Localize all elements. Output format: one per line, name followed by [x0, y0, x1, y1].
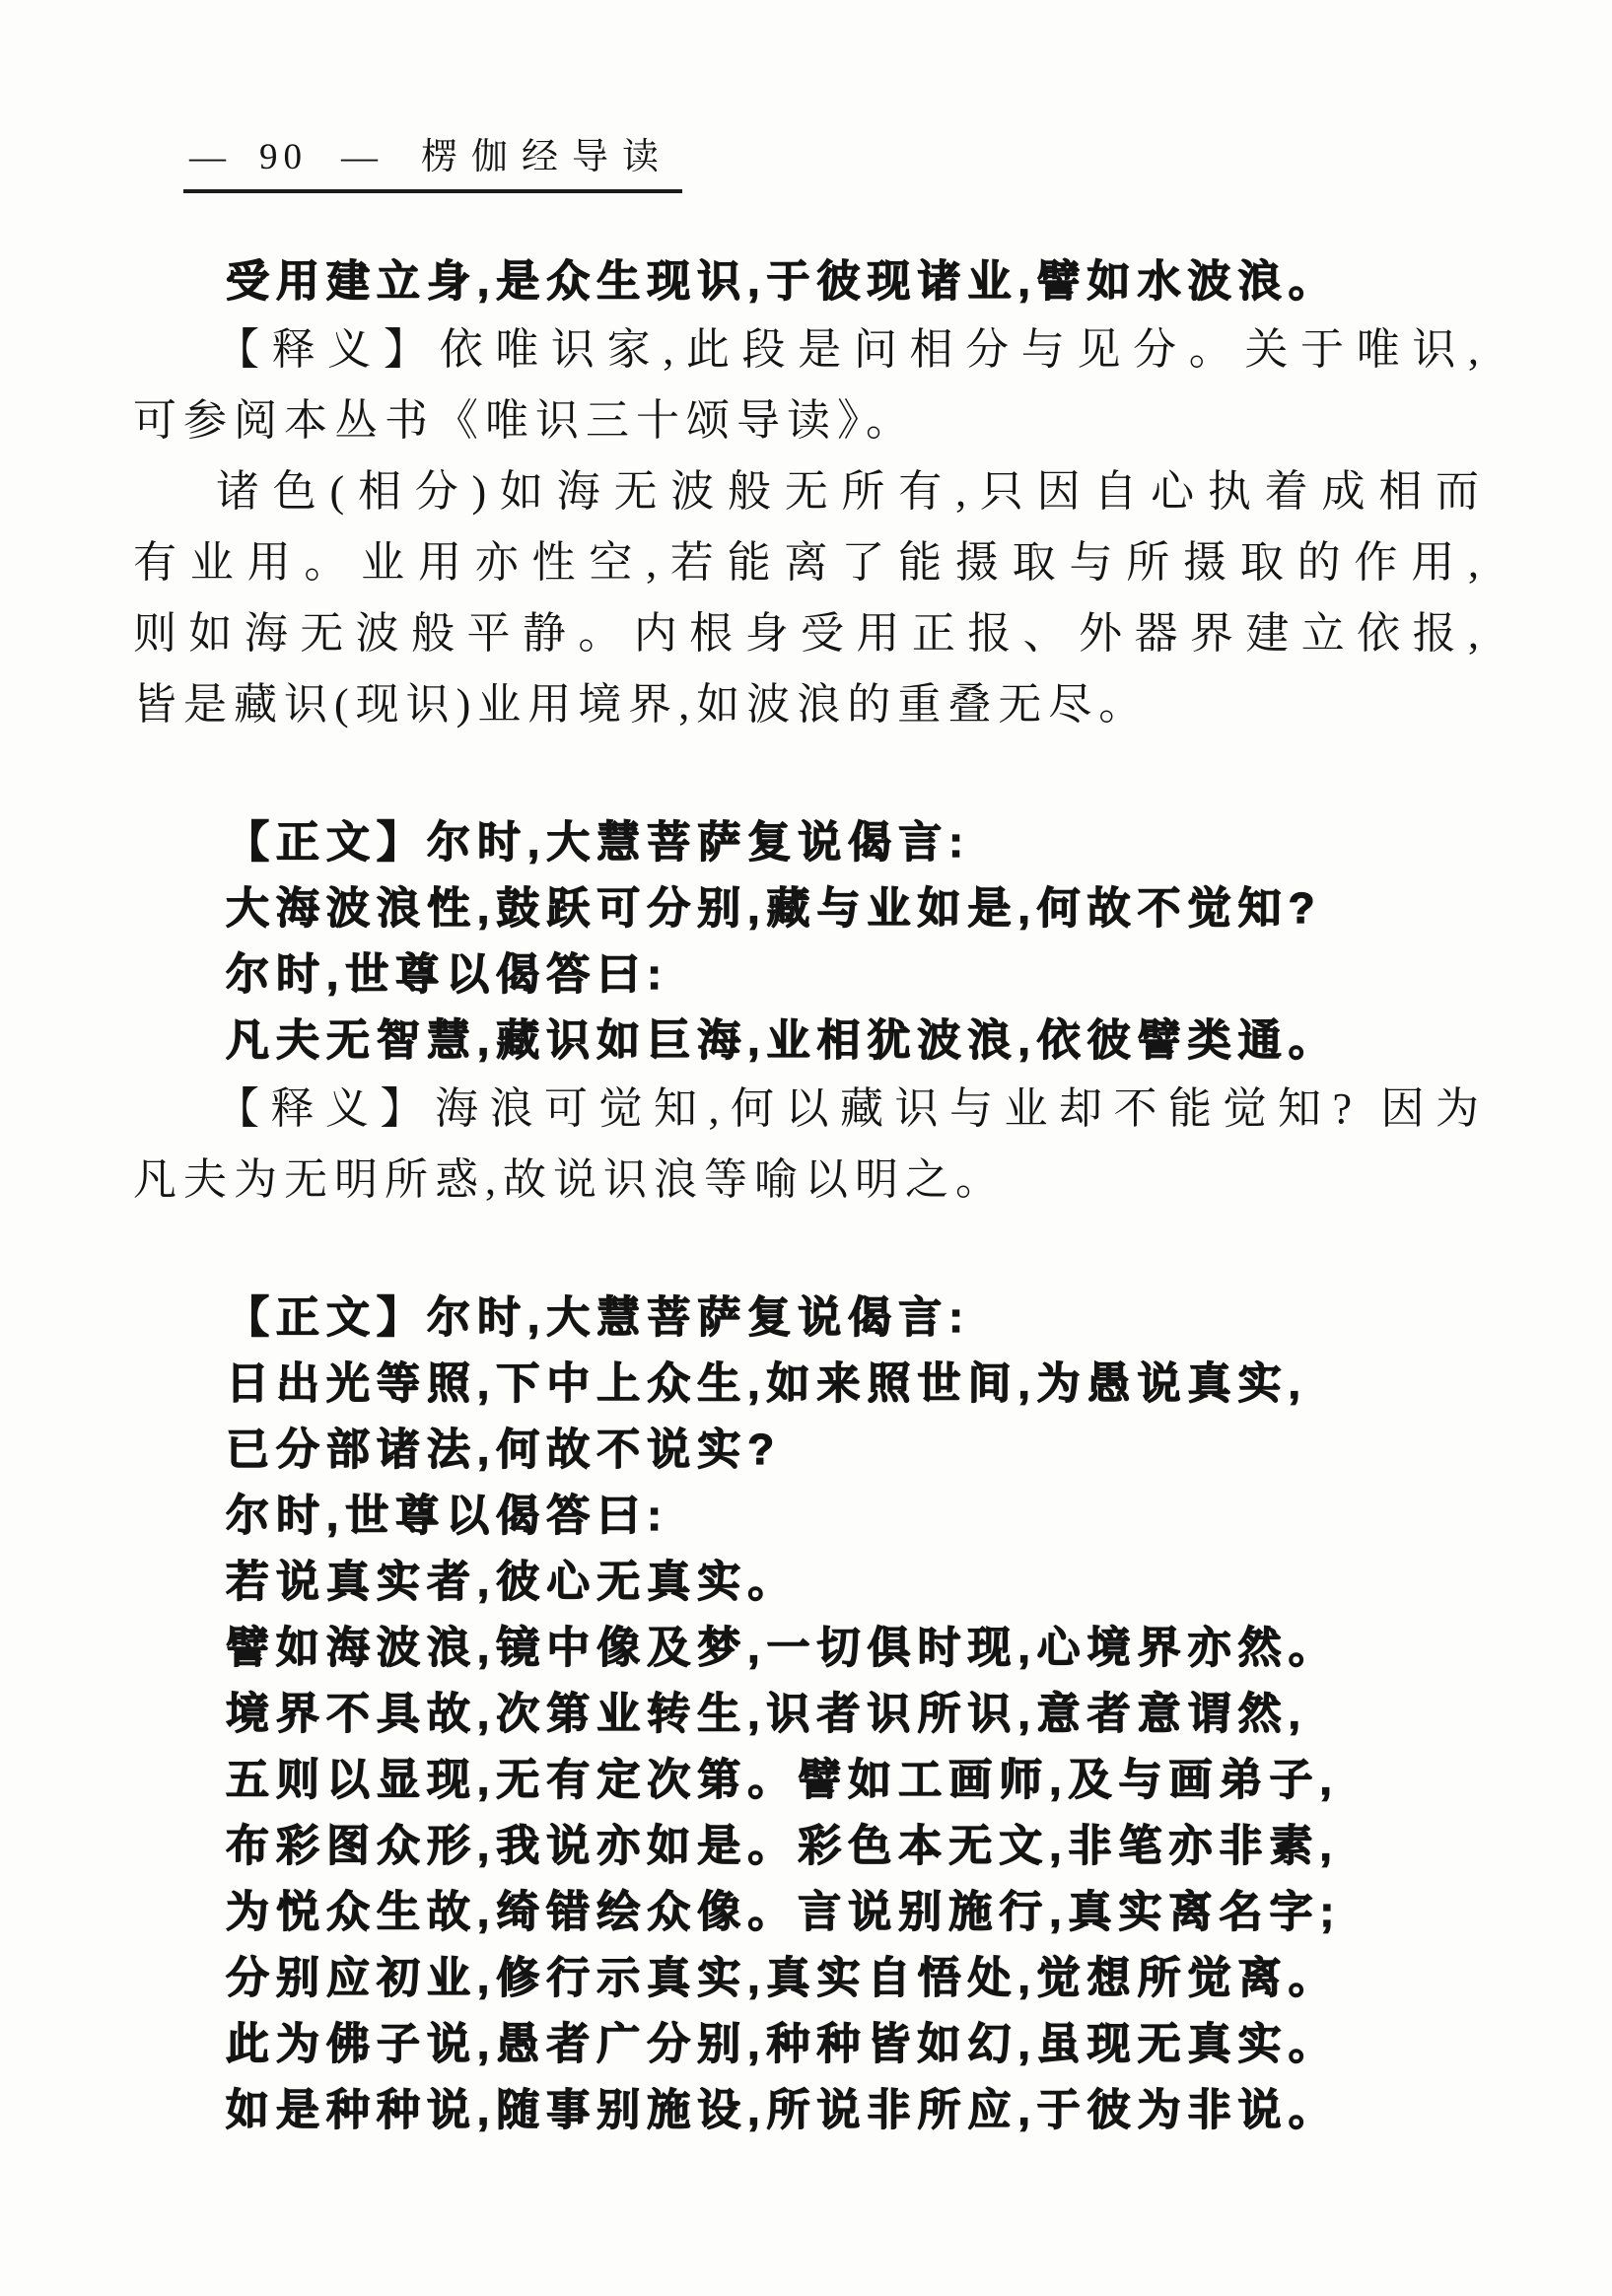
sutra-verse-block: [133, 248, 1486, 314]
sutra-verse-block: [133, 809, 1486, 1074]
verse-line: 此为佛子说,愚者广分别,种种皆如幻,虽现无真实。: [226, 2020, 1339, 2068]
prose-line: 有业用。业用亦性空,若能离了能摄取与所摄取的作用,: [133, 538, 1486, 587]
section-gap: [133, 740, 1486, 809]
prose-line: 则如海无波般平静。内根身受用正报、外器界建立依报,: [133, 609, 1486, 658]
prose-line: 可参阅本丛书《唯识三十颂导读》。: [133, 396, 916, 445]
verse-line: 凡夫无智慧,藏识如巨海,业相犹波浪,依彼譬类通。: [226, 1016, 1339, 1065]
verse-line: 分别应初业,修行示真实,真实自悟处,觉想所觉离。: [226, 1954, 1339, 2002]
verse-line: 日出光等照,下中上众生,如来照世间,为愚说真实,: [226, 1359, 1307, 1408]
prose-line: 【释义】依唯识家,此段是问相分与见分。关于唯识,: [216, 325, 1486, 374]
prose-line: 皆是藏识(现识)业用境界,如波浪的重叠无尽。: [133, 680, 1150, 729]
section-gap: [133, 1216, 1486, 1285]
verse-line: 已分部诸法,何故不说实?: [226, 1426, 782, 1474]
prose-line: 诸色(相分)如海无波般无所有,只因自心执着成相而: [216, 467, 1486, 516]
page-body: [133, 248, 1486, 2143]
verse-line: 境界不具故,次第业转生,识者识所识,意者意谓然,: [226, 1690, 1307, 1738]
verse-line: 为悦众生故,绮错绘众像。言说别施行,真实离名字;: [226, 1888, 1342, 1936]
verse-line: 布彩图众形,我说亦如是。彩色本无文,非笔亦非素,: [226, 1822, 1339, 1870]
page-header: [183, 136, 682, 193]
verse-line: 如是种种说,随事别施设,所说非所应,于彼为非说。: [226, 2086, 1339, 2134]
book-title: 楞伽经导读: [421, 137, 672, 177]
verse-line: 尔时,世尊以偈答曰:: [226, 1492, 668, 1540]
commentary-paragraph: [133, 1074, 1486, 1216]
header-dash-left: —: [189, 137, 226, 177]
verse-line: 【正文】尔时,大慧菩萨复说偈言:: [226, 1293, 970, 1342]
header-dash-right: —: [341, 137, 378, 177]
verse-line: 大海波浪性,鼓跃可分别,藏与业如是,何故不觉知?: [226, 884, 1322, 933]
verse-line: 受用建立身,是众生现识,于彼现诸业,譬如水波浪。: [226, 257, 1339, 306]
verse-line: 五则以显现,无有定次第。譬如工画师,及与画弟子,: [226, 1756, 1339, 1804]
commentary-paragraph: [133, 456, 1486, 740]
prose-line: 【释义】海浪可觉知,何以藏识与业却不能觉知? 因为: [216, 1084, 1486, 1133]
prose-line: 凡夫为无明所惑,故说识浪等喻以明之。: [133, 1155, 1006, 1204]
verse-line: 尔时,世尊以偈答曰:: [226, 950, 668, 999]
verse-line: 譬如海波浪,镜中像及梦,一切俱时现,心境界亦然。: [226, 1624, 1339, 1672]
commentary-paragraph: [133, 314, 1486, 456]
page-number: 90: [259, 137, 308, 177]
verse-line: 若说真实者,彼心无真实。: [226, 1558, 799, 1606]
sutra-verse-block: [133, 1285, 1486, 2143]
verse-line: 【正文】尔时,大慧菩萨复说偈言:: [226, 818, 970, 867]
